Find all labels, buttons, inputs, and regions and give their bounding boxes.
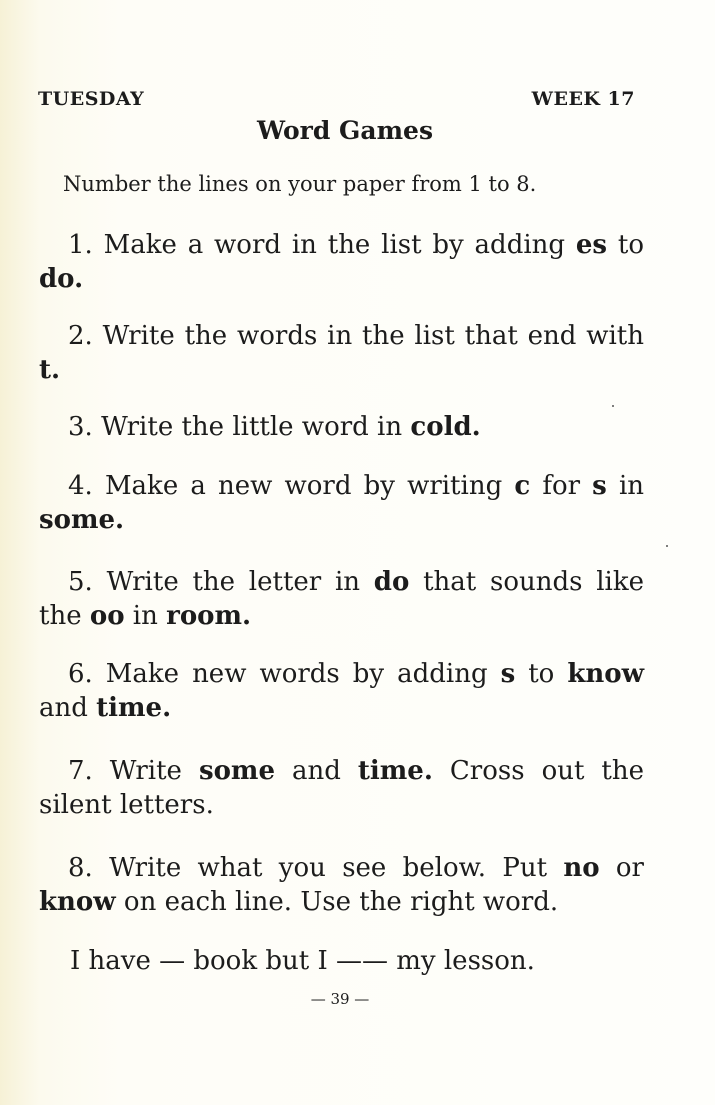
practice-sentence: I have — book but I —— my lesson. bbox=[70, 946, 535, 976]
bold-word: t. bbox=[39, 355, 61, 385]
item-text: 2. Write the words in the list that end with bbox=[68, 321, 644, 351]
bold-word: time. bbox=[357, 756, 433, 786]
bold-word: know bbox=[39, 887, 116, 917]
exercise-item-8 bbox=[39, 851, 644, 919]
item-text: 4. Make a new word by writing bbox=[68, 471, 515, 501]
exercise-item-1 bbox=[39, 228, 644, 296]
bold-word: do bbox=[373, 567, 410, 597]
item-text: to bbox=[515, 659, 568, 689]
paper-speck bbox=[612, 405, 614, 407]
paper-speck bbox=[666, 545, 668, 547]
exercise-item-2 bbox=[39, 319, 644, 387]
bold-word: s bbox=[500, 659, 516, 689]
exercise-item-3 bbox=[39, 410, 644, 444]
bold-word: cold. bbox=[410, 412, 481, 442]
bold-word: some. bbox=[39, 505, 125, 535]
item-text: 5. Write the letter in bbox=[68, 567, 374, 597]
bold-word: es bbox=[575, 230, 608, 260]
page-number: — 39 — bbox=[310, 990, 370, 1008]
item-text: for bbox=[530, 471, 593, 501]
item-text: 8. Write what you see below. Put bbox=[68, 853, 564, 883]
item-text: 7. Write bbox=[68, 756, 199, 786]
item-text: to bbox=[607, 230, 644, 260]
item-text: in bbox=[606, 471, 645, 501]
item-text: on each line. Use the right word. bbox=[115, 887, 559, 917]
bold-word: c bbox=[514, 471, 531, 501]
bold-word: do. bbox=[39, 264, 84, 294]
day-label: TUESDAY bbox=[38, 88, 145, 110]
item-text: 6. Make new words by adding bbox=[68, 659, 501, 689]
exercise-item-7 bbox=[39, 754, 644, 822]
item-text: in bbox=[124, 601, 167, 631]
item-text: 3. Write the little word in bbox=[68, 412, 411, 442]
item-text: and bbox=[275, 756, 358, 786]
bold-word: s bbox=[592, 471, 607, 501]
bold-word: oo bbox=[89, 601, 125, 631]
page-title: Word Games bbox=[256, 116, 434, 145]
exercise-item-5 bbox=[39, 565, 644, 633]
bold-word: time. bbox=[96, 693, 172, 723]
bold-word: room. bbox=[166, 601, 252, 631]
item-text: 1. Make a word in the list by adding bbox=[68, 230, 576, 260]
instruction-text: Number the lines on your paper from 1 to 8. bbox=[63, 172, 537, 196]
exercise-item-4 bbox=[39, 469, 644, 537]
bold-word: know bbox=[567, 659, 644, 689]
bold-word: some bbox=[198, 756, 275, 786]
item-text: or bbox=[599, 853, 644, 883]
week-label: WEEK 17 bbox=[531, 88, 635, 110]
item-text: Cross out the silent letters. bbox=[39, 756, 644, 820]
bold-word: no bbox=[563, 853, 600, 883]
item-text: and bbox=[39, 693, 97, 723]
item-text: that sounds like the bbox=[39, 567, 644, 631]
exercise-item-6 bbox=[39, 657, 644, 725]
